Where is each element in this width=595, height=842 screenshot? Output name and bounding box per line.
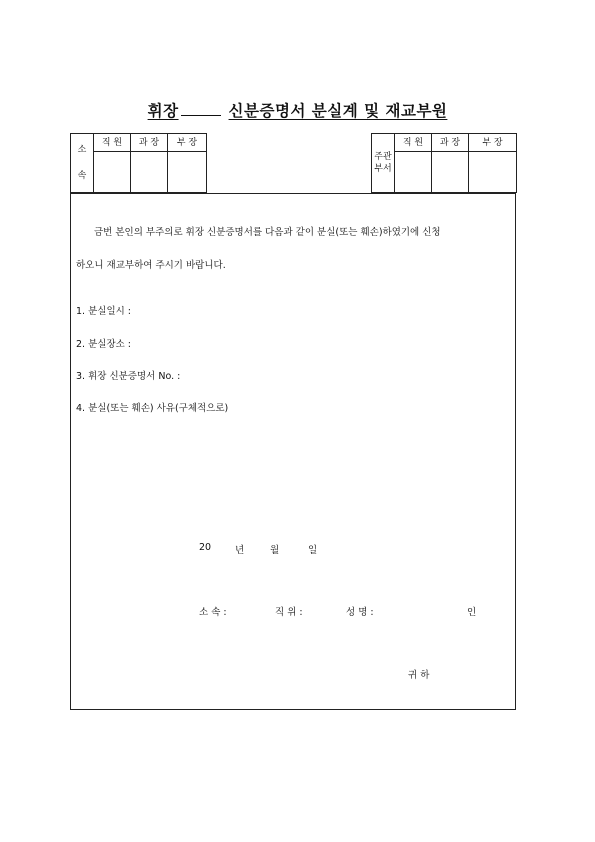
dept-label-line2: 부서 (374, 164, 392, 174)
name-field-label: 성 명 : (346, 607, 374, 618)
title-part1: 휘장 (147, 102, 179, 120)
date-day-label: 일 (308, 545, 318, 556)
left-approval-table (70, 133, 207, 193)
affiliation-label-cell (71, 134, 94, 193)
item-loss-reason: 4. 분실(또는 훼손) 사유(구체적으로) (76, 403, 229, 414)
left-sign-manager[interactable] (131, 152, 168, 193)
item-loss-place: 2. 분실장소 : (76, 339, 132, 350)
dept-label-cell (372, 134, 395, 193)
right-header-staff: 직 원 (395, 134, 432, 152)
document-title (0, 99, 595, 121)
left-header-director: 부 장 (168, 134, 207, 152)
left-sign-staff[interactable] (94, 152, 131, 193)
date-year-label: 년 (235, 545, 245, 556)
item-id-number: 3. 휘장 신분증명서 No. : (76, 371, 181, 382)
right-header-director: 부 장 (469, 134, 517, 152)
title-part2: 신분증명서 분실계 및 재교부원 (228, 102, 448, 120)
affiliation-label-bottom: 속 (77, 171, 87, 181)
title-blank (181, 101, 221, 116)
left-header-manager: 과 장 (131, 134, 168, 152)
left-sign-director[interactable] (168, 152, 207, 193)
affiliation-field-label: 소 속 : (199, 607, 227, 618)
position-field-label: 직 위 : (275, 607, 303, 618)
right-sign-director[interactable] (469, 152, 517, 193)
dept-label-line1: 주관 (374, 152, 392, 162)
date-month-label: 월 (270, 545, 280, 556)
affiliation-label-top: 소 (77, 145, 87, 155)
addressee: 귀 하 (408, 670, 430, 681)
right-sign-staff[interactable] (395, 152, 432, 193)
right-header-manager: 과 장 (432, 134, 469, 152)
right-approval-table (371, 133, 517, 193)
intro-line-1: 금번 본인의 부주의로 휘장 신분증명서를 다음과 같이 분실(또는 훼손)하였기에 신청 (94, 227, 441, 238)
seal-label: 인 (467, 607, 477, 618)
left-header-staff: 직 원 (94, 134, 131, 152)
right-sign-manager[interactable] (432, 152, 469, 193)
item-loss-date: 1. 분실일시 : (76, 306, 132, 317)
intro-line-2: 하오니 재교부하여 주시기 바랍니다. (76, 260, 226, 271)
date-year-prefix: 20 (199, 542, 212, 553)
